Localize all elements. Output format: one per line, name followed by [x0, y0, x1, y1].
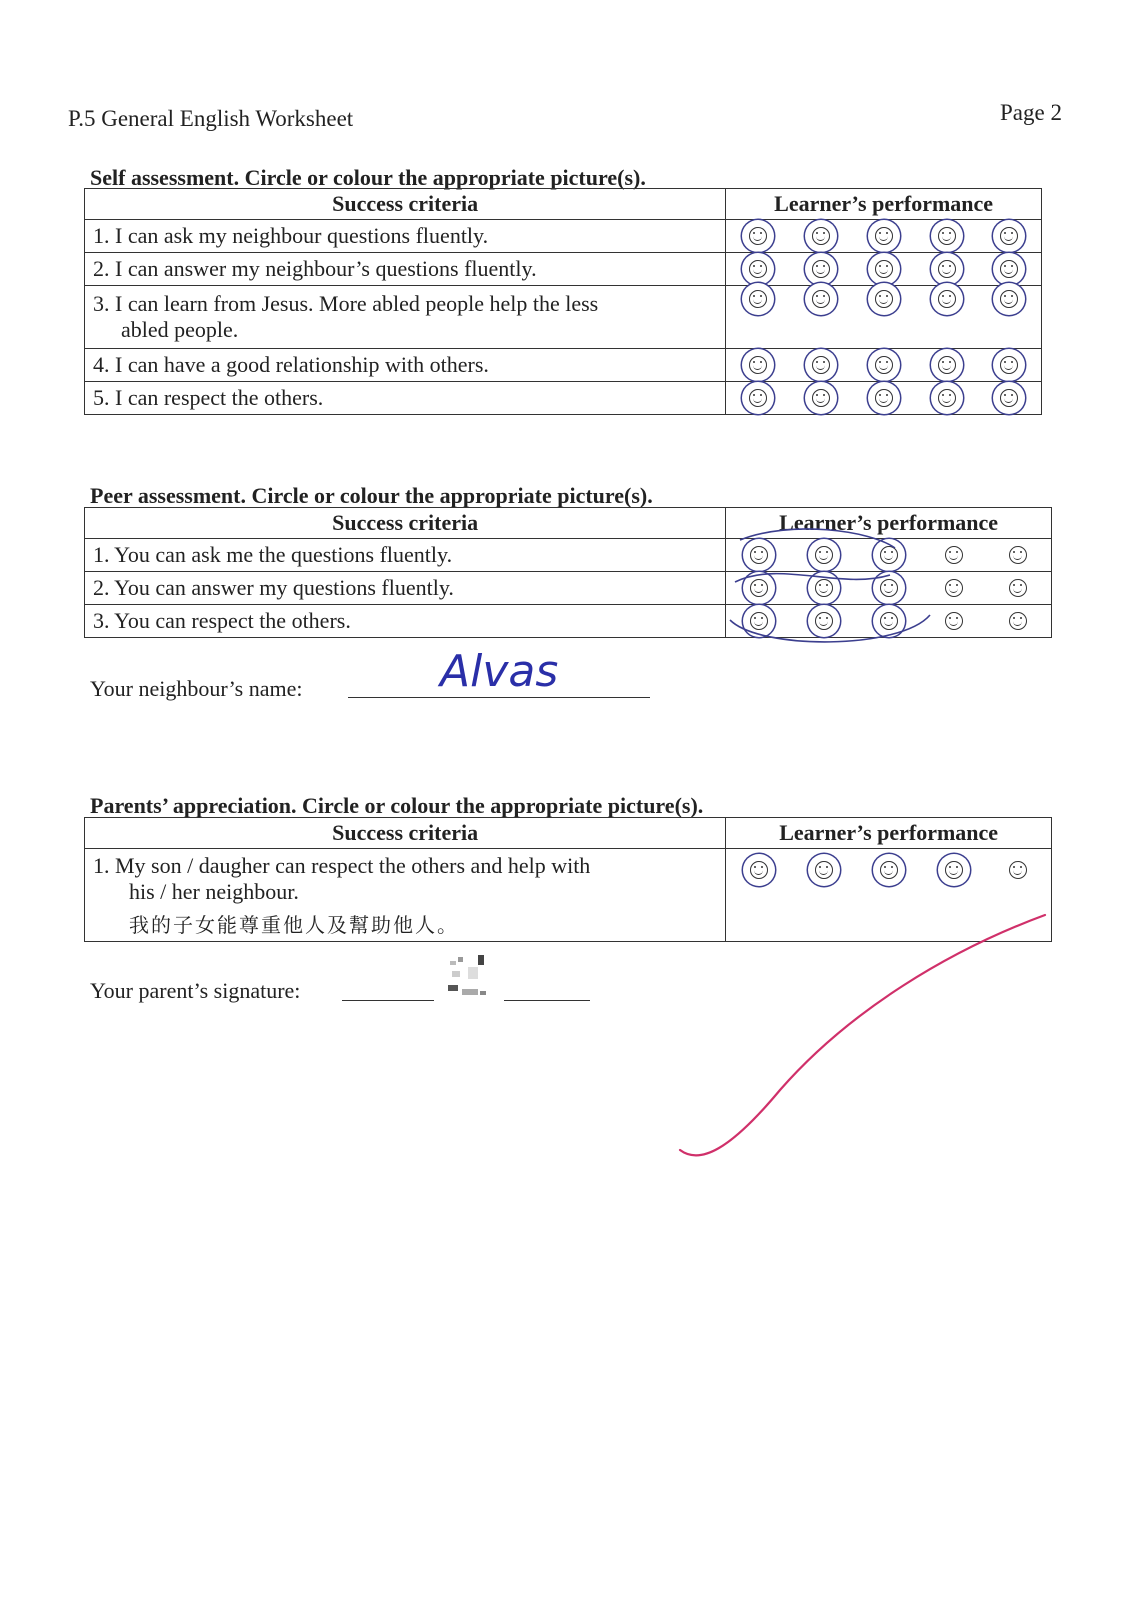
- criteria-header: Success criteria: [85, 818, 726, 849]
- criteria-header: Success criteria: [85, 508, 726, 539]
- performance-header: Learner’s performance: [726, 189, 1042, 220]
- self-assessment-title: Self assessment. Circle or colour the appropriate picture(s).: [90, 165, 646, 190]
- criterion: 5. I can respect the others.: [85, 382, 726, 415]
- criterion: 4. I can have a good relationship with others.: [85, 349, 726, 382]
- criteria-header: Success criteria: [85, 189, 726, 220]
- page-number: Page 2: [1000, 100, 1062, 125]
- criterion: 3. You can respect the others.: [85, 605, 726, 638]
- criterion-line: his / her neighbour.: [129, 879, 299, 904]
- worksheet-title: P.5 General English Worksheet: [68, 106, 354, 131]
- performance-header: Learner’s performance: [726, 508, 1052, 539]
- red-tick-stroke: [680, 915, 1045, 1155]
- criterion-line: 1. My son / daugher can respect the others and help with: [93, 853, 591, 878]
- criterion-chinese: 我的子女能尊重他人及幫助他人。: [129, 913, 459, 937]
- criterion: 1. You can ask me the questions fluently.: [85, 539, 726, 572]
- criterion: 2. You can answer my questions fluently.: [85, 572, 726, 605]
- criterion-line: 3. I can learn from Jesus. More abled people help the less: [93, 291, 599, 316]
- peer-assessment-title: Peer assessment. Circle or colour the appropriate picture(s).: [90, 483, 653, 508]
- criterion: 1. I can ask my neighbour questions fluently.: [85, 220, 726, 253]
- criterion: 2. I can answer my neighbour’s questions fluently.: [85, 253, 726, 286]
- peer-scribble-ink: [730, 529, 930, 642]
- neighbour-name-handwriting: Alvas: [440, 646, 559, 697]
- parents-appreciation-title: Parents’ appreciation. Circle or colour the appropriate picture(s).: [90, 793, 704, 818]
- parent-signature-label: Your parent’s signature:: [90, 978, 301, 1003]
- criterion-line: abled people.: [121, 317, 239, 342]
- performance-header: Learner’s performance: [726, 818, 1052, 849]
- neighbour-name-label: Your neighbour’s name:: [90, 676, 303, 701]
